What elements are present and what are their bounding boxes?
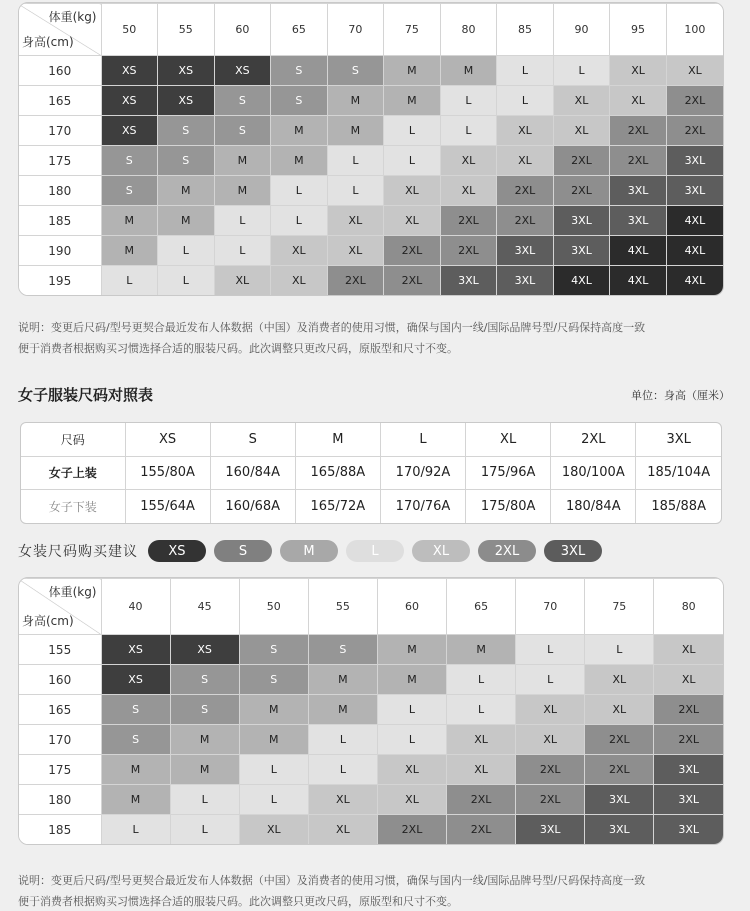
size-cell: L <box>377 725 446 755</box>
size-cell: S <box>327 56 384 86</box>
size-cell: XL <box>308 785 377 815</box>
size-cell: 2XL <box>447 815 516 844</box>
size-cell: L <box>327 146 384 176</box>
grid-row <box>19 86 723 116</box>
size-cell: 2XL <box>447 785 516 815</box>
size-cell: M <box>214 176 271 206</box>
grid-row <box>19 665 723 695</box>
size-cell: M <box>158 176 215 206</box>
bottom-size-value: 160/68A <box>210 490 295 523</box>
size-cell: L <box>308 755 377 785</box>
height-header: 165 <box>19 695 101 725</box>
weight-header: 40 <box>101 579 170 635</box>
size-header: XL <box>466 423 551 456</box>
bottom-size-value: 180/84A <box>551 490 636 523</box>
size-cell: S <box>239 635 308 665</box>
women-table-title: 女子服装尺码对照表 <box>18 386 154 404</box>
size-cell: L <box>553 56 610 86</box>
size-cell: L <box>585 635 654 665</box>
size-cell: L <box>447 665 516 695</box>
weight-header: 100 <box>666 4 723 56</box>
size-cell: XL <box>271 266 328 295</box>
size-cell: XL <box>384 206 441 236</box>
corner-weight-label: 体重(kg) <box>48 10 97 24</box>
weight-header: 50 <box>101 4 158 56</box>
size-pill-s: S <box>214 540 272 562</box>
size-cell: XL <box>610 56 667 86</box>
size-cell: L <box>239 755 308 785</box>
size-cell: S <box>170 665 239 695</box>
bottom-size-value: 170/76A <box>380 490 465 523</box>
size-cell: XL <box>654 635 723 665</box>
size-cell: S <box>308 635 377 665</box>
size-cell: S <box>214 116 271 146</box>
weight-header: 65 <box>271 4 328 56</box>
size-header: M <box>295 423 380 456</box>
size-header: S <box>210 423 295 456</box>
size-cell: 3XL <box>654 815 723 844</box>
size-cell: M <box>101 785 170 815</box>
size-cell: 2XL <box>384 236 441 266</box>
size-pill-xs: XS <box>148 540 206 562</box>
size-header: 3XL <box>636 423 721 456</box>
height-header: 180 <box>19 176 101 206</box>
grid-row <box>19 116 723 146</box>
grid-row <box>19 146 723 176</box>
top-wear-label: 女子上装 <box>21 456 125 490</box>
bottom-size-value: 175/80A <box>466 490 551 523</box>
size-cell: XS <box>101 56 158 86</box>
size-cell: 2XL <box>666 116 723 146</box>
size-cell: XS <box>158 86 215 116</box>
height-header: 185 <box>19 206 101 236</box>
size-cell: L <box>384 146 441 176</box>
size-cell: L <box>497 56 554 86</box>
women-table-header-row <box>21 423 721 456</box>
size-cell: XL <box>271 236 328 266</box>
weight-header: 75 <box>384 4 441 56</box>
size-cell: 3XL <box>610 206 667 236</box>
size-cell: XL <box>377 785 446 815</box>
size-cell: M <box>101 206 158 236</box>
size-cell: M <box>327 86 384 116</box>
size-cell: XL <box>497 116 554 146</box>
size-cell: M <box>384 86 441 116</box>
size-cell: XL <box>585 695 654 725</box>
bottom-size-value: 155/64A <box>125 490 210 523</box>
weight-header: 70 <box>516 579 585 635</box>
grid-row <box>19 236 723 266</box>
size-cell: 2XL <box>666 86 723 116</box>
size-cell: 4XL <box>610 266 667 295</box>
size-cell: XS <box>101 635 170 665</box>
size-cell: L <box>271 206 328 236</box>
size-header: 2XL <box>551 423 636 456</box>
size-cell: 3XL <box>440 266 497 295</box>
size-cell: L <box>214 236 271 266</box>
size-cell: XL <box>516 695 585 725</box>
size-cell: L <box>239 785 308 815</box>
size-header-label: 尺码 <box>21 423 125 456</box>
size-cell: XS <box>158 56 215 86</box>
size-cell: XL <box>327 236 384 266</box>
size-cell: M <box>377 635 446 665</box>
size-cell: M <box>214 146 271 176</box>
corner-height-label: 身高(cm) <box>22 35 74 49</box>
size-cell: L <box>271 176 328 206</box>
size-cell: 2XL <box>553 146 610 176</box>
size-cell: XL <box>447 725 516 755</box>
size-cell: 2XL <box>384 266 441 295</box>
size-cell: XL <box>384 176 441 206</box>
grid-header-row <box>19 579 723 635</box>
women-table-top-row <box>21 456 721 490</box>
size-cell: L <box>170 815 239 844</box>
grid-row <box>19 755 723 785</box>
men-size-chart <box>18 2 724 296</box>
size-cell: XS <box>101 665 170 695</box>
size-cell: S <box>101 695 170 725</box>
size-cell: M <box>377 665 446 695</box>
size-cell: 3XL <box>654 785 723 815</box>
note-1-line-1: 说明：变更后尺码/型号更契合最近发布人体数据（中国）及消费者的使用习惯，确保与国内一线/国际品牌号型/尺码保持高度一致 <box>18 321 646 334</box>
size-cell: 3XL <box>497 266 554 295</box>
size-cell: XS <box>214 56 271 86</box>
size-cell: 2XL <box>516 755 585 785</box>
size-cell: L <box>101 266 158 295</box>
size-cell: XS <box>170 635 239 665</box>
size-cell: XL <box>516 725 585 755</box>
size-cell: M <box>101 236 158 266</box>
size-cell: 2XL <box>585 755 654 785</box>
size-cell: 2XL <box>654 725 723 755</box>
size-cell: 4XL <box>666 236 723 266</box>
size-cell: 3XL <box>610 176 667 206</box>
weight-header: 60 <box>214 4 271 56</box>
size-cell: XL <box>553 116 610 146</box>
grid-header-row <box>19 4 723 56</box>
size-cell: XL <box>497 146 554 176</box>
size-cell: S <box>158 146 215 176</box>
size-pill-xl: XL <box>412 540 470 562</box>
grid-row <box>19 815 723 844</box>
size-pill-l: L <box>346 540 404 562</box>
size-cell: M <box>308 665 377 695</box>
size-cell: XL <box>610 86 667 116</box>
size-cell: 3XL <box>553 206 610 236</box>
size-cell: XS <box>101 116 158 146</box>
weight-header: 90 <box>553 4 610 56</box>
size-cell: XL <box>440 176 497 206</box>
size-header: L <box>380 423 465 456</box>
size-cell: M <box>158 206 215 236</box>
size-cell: M <box>170 755 239 785</box>
size-cell: 2XL <box>440 206 497 236</box>
height-header: 165 <box>19 86 101 116</box>
size-cell: XL <box>585 665 654 695</box>
women-size-comparison <box>20 422 722 524</box>
corner-cell <box>19 4 101 56</box>
size-cell: S <box>101 176 158 206</box>
size-cell: XL <box>447 755 516 785</box>
grid-row <box>19 785 723 815</box>
weight-header: 70 <box>327 4 384 56</box>
size-cell: 2XL <box>654 695 723 725</box>
height-header: 185 <box>19 815 101 844</box>
bottom-size-value: 165/72A <box>295 490 380 523</box>
corner-height-label: 身高(cm) <box>22 614 74 628</box>
size-pill-m: M <box>280 540 338 562</box>
size-cell: 2XL <box>553 176 610 206</box>
size-cell: L <box>170 785 239 815</box>
size-cell: XL <box>654 665 723 695</box>
size-cell: L <box>158 236 215 266</box>
top-size-value: 155/80A <box>125 456 210 490</box>
top-size-value: 165/88A <box>295 456 380 490</box>
size-cell: XL <box>666 56 723 86</box>
weight-header: 85 <box>497 4 554 56</box>
size-cell: L <box>447 695 516 725</box>
size-cell: 4XL <box>553 266 610 295</box>
grid-row <box>19 635 723 665</box>
size-cell: L <box>497 86 554 116</box>
height-header: 175 <box>19 146 101 176</box>
women-size-chart <box>18 577 724 845</box>
men-size-table <box>19 3 723 295</box>
size-cell: M <box>308 695 377 725</box>
bottom-wear-label: 女子下装 <box>21 490 125 523</box>
height-header: 190 <box>19 236 101 266</box>
size-cell: XL <box>377 755 446 785</box>
top-size-value: 180/100A <box>551 456 636 490</box>
note-1 <box>18 317 730 359</box>
size-cell: S <box>214 86 271 116</box>
size-cell: L <box>440 116 497 146</box>
size-cell: S <box>271 86 328 116</box>
size-cell: M <box>271 116 328 146</box>
weight-header: 80 <box>440 4 497 56</box>
size-cell: XL <box>214 266 271 295</box>
bottom-size-value: 185/88A <box>636 490 721 523</box>
size-cell: XL <box>553 86 610 116</box>
size-cell: XL <box>239 815 308 844</box>
size-cell: L <box>440 86 497 116</box>
height-header: 175 <box>19 755 101 785</box>
weight-header: 65 <box>447 579 516 635</box>
grid-row <box>19 56 723 86</box>
size-cell: S <box>239 665 308 695</box>
size-cell: 2XL <box>440 236 497 266</box>
size-cell: XL <box>440 146 497 176</box>
weight-header: 75 <box>585 579 654 635</box>
grid-row <box>19 176 723 206</box>
corner-weight-label: 体重(kg) <box>48 585 97 599</box>
size-cell: 2XL <box>516 785 585 815</box>
weight-header: 45 <box>170 579 239 635</box>
size-cell: 3XL <box>654 755 723 785</box>
height-header: 160 <box>19 56 101 86</box>
height-header: 180 <box>19 785 101 815</box>
size-cell: M <box>440 56 497 86</box>
size-advice-legend <box>18 539 610 563</box>
weight-header: 95 <box>610 4 667 56</box>
size-cell: L <box>516 635 585 665</box>
weight-header: 80 <box>654 579 723 635</box>
size-cell: L <box>516 665 585 695</box>
size-cell: 2XL <box>585 725 654 755</box>
weight-header: 50 <box>239 579 308 635</box>
top-size-value: 170/92A <box>380 456 465 490</box>
grid-row <box>19 725 723 755</box>
size-cell: 3XL <box>497 236 554 266</box>
size-cell: M <box>327 116 384 146</box>
height-header: 170 <box>19 725 101 755</box>
top-size-value: 185/104A <box>636 456 721 490</box>
note-1-line-2: 便于消费者根据购买习惯选择合适的服装尺码。此次调整只更改尺码，原版型和尺寸不变。 <box>18 342 458 355</box>
size-cell: 4XL <box>610 236 667 266</box>
women-table-unit: 单位：身高（厘米） <box>631 389 730 402</box>
size-cell: 3XL <box>516 815 585 844</box>
size-cell: 3XL <box>585 785 654 815</box>
size-cell: 4XL <box>666 266 723 295</box>
size-cell: 2XL <box>610 116 667 146</box>
size-cell: M <box>447 635 516 665</box>
size-cell: M <box>239 725 308 755</box>
note-2-line-1: 说明：变更后尺码/型号更契合最近发布人体数据（中国）及消费者的使用习惯，确保与国内一线/国际品牌号型/尺码保持高度一致 <box>18 874 646 887</box>
size-cell: XL <box>327 206 384 236</box>
size-cell: L <box>308 725 377 755</box>
size-cell: S <box>101 725 170 755</box>
size-cell: L <box>101 815 170 844</box>
size-cell: M <box>384 56 441 86</box>
size-cell: L <box>214 206 271 236</box>
note-2 <box>18 870 730 911</box>
grid-row <box>19 695 723 725</box>
size-cell: 3XL <box>553 236 610 266</box>
size-cell: XL <box>308 815 377 844</box>
size-cell: 3XL <box>666 146 723 176</box>
women-size-grid-table <box>19 578 723 844</box>
size-cell: S <box>271 56 328 86</box>
size-cell: 3XL <box>666 176 723 206</box>
size-cell: 2XL <box>377 815 446 844</box>
weight-header: 60 <box>377 579 446 635</box>
note-2-line-2: 便于消费者根据购买习惯选择合适的服装尺码。此次调整只更改尺码，原版型和尺寸不变。 <box>18 895 458 908</box>
size-cell: L <box>384 116 441 146</box>
weight-header: 55 <box>158 4 215 56</box>
size-cell: S <box>158 116 215 146</box>
size-cell: 2XL <box>610 146 667 176</box>
size-cell: S <box>170 695 239 725</box>
size-cell: M <box>101 755 170 785</box>
size-cell: L <box>158 266 215 295</box>
size-cell: M <box>271 146 328 176</box>
advice-pills <box>148 540 610 562</box>
corner-cell <box>19 579 101 635</box>
size-cell: L <box>327 176 384 206</box>
top-size-value: 175/96A <box>466 456 551 490</box>
women-table-bottom-row <box>21 490 721 523</box>
grid-row <box>19 266 723 295</box>
size-header: XS <box>125 423 210 456</box>
height-header: 195 <box>19 266 101 295</box>
size-cell: 2XL <box>327 266 384 295</box>
height-header: 160 <box>19 665 101 695</box>
size-cell: M <box>170 725 239 755</box>
women-size-table <box>21 423 721 523</box>
size-cell: S <box>101 146 158 176</box>
grid-row <box>19 206 723 236</box>
top-size-value: 160/84A <box>210 456 295 490</box>
size-cell: 2XL <box>497 176 554 206</box>
advice-label: 女装尺码购买建议 <box>18 544 138 560</box>
size-cell: M <box>239 695 308 725</box>
weight-header: 55 <box>308 579 377 635</box>
size-pill-2xl: 2XL <box>478 540 536 562</box>
size-cell: 3XL <box>585 815 654 844</box>
height-header: 155 <box>19 635 101 665</box>
size-cell: L <box>377 695 446 725</box>
height-header: 170 <box>19 116 101 146</box>
size-pill-3xl: 3XL <box>544 540 602 562</box>
size-cell: 4XL <box>666 206 723 236</box>
size-cell: 2XL <box>497 206 554 236</box>
size-cell: XS <box>101 86 158 116</box>
